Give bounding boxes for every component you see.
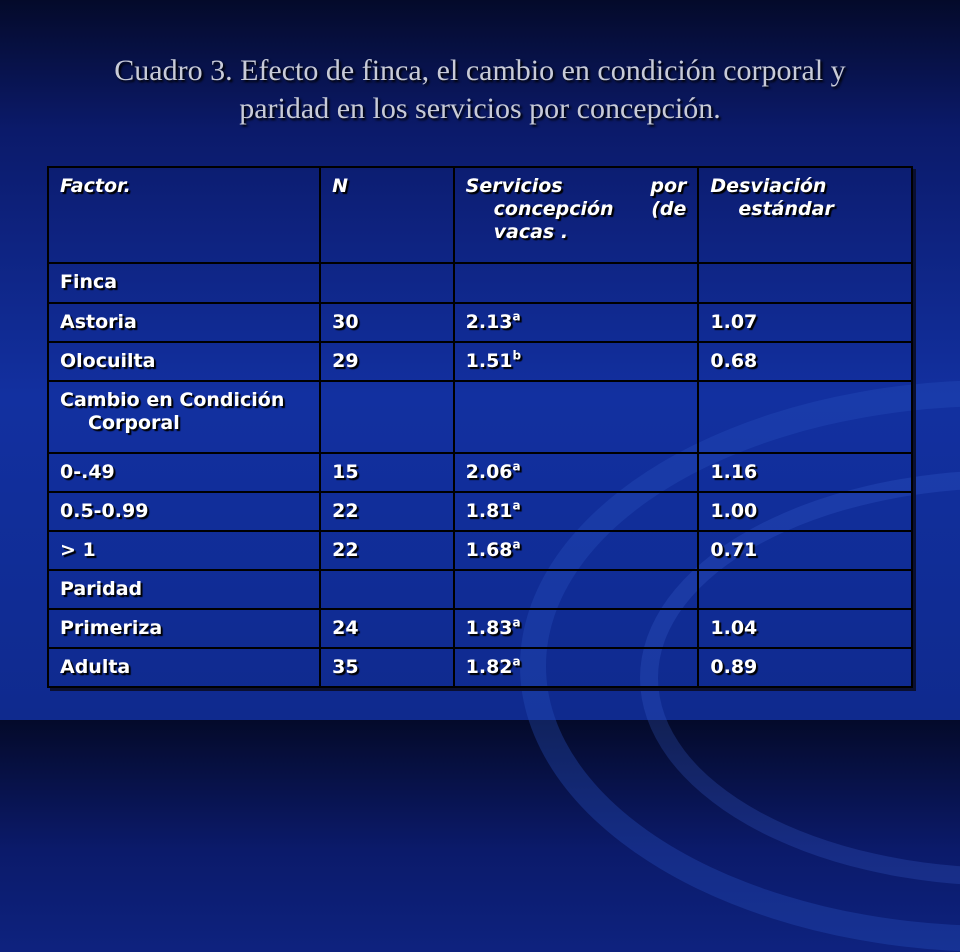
row-factor: > 1 (48, 531, 320, 570)
table-row (48, 342, 912, 381)
header-servicios (454, 167, 699, 263)
row-value (454, 263, 699, 303)
row-value: 2.13$^a$ (454, 303, 699, 342)
table-row (48, 303, 912, 342)
row-factor: Finca (48, 263, 320, 303)
table-row (48, 648, 912, 687)
header-desviacion-line1: Desviación (710, 175, 827, 197)
row-factor-line2: Corporal (88, 412, 180, 434)
header-servicios-word2: por (650, 175, 687, 197)
table-row (48, 609, 912, 648)
row-sd (698, 570, 912, 609)
header-servicios-line3: vacas . (493, 221, 569, 243)
row-factor-line1: Cambio en Condición (60, 389, 285, 411)
row-sd: 1.00 (698, 492, 912, 531)
row-factor: Astoria (48, 303, 320, 342)
header-desviacion (698, 167, 912, 263)
slide-title-line2: paridad en los servicios por concepción. (239, 92, 721, 125)
row-factor: Olocuilta (48, 342, 320, 381)
row-sd: 1.16 (698, 453, 912, 492)
row-value: 2.06$^a$ (454, 453, 699, 492)
row-factor: Adulta (48, 648, 320, 687)
row-n (320, 570, 453, 609)
row-sd: 0.68 (698, 342, 912, 381)
table-row (48, 453, 912, 492)
row-sd: 1.07 (698, 303, 912, 342)
table-row (48, 381, 912, 453)
table-row (48, 531, 912, 570)
row-value: 1.81$^a$ (454, 492, 699, 531)
row-value: 1.83$^a$ (454, 609, 699, 648)
row-n: 22 (320, 492, 453, 531)
table-header-row (48, 167, 912, 263)
row-value (454, 381, 699, 453)
slide-title (60, 52, 900, 128)
header-servicios-word1: Servicios (465, 175, 563, 197)
row-sd (698, 263, 912, 303)
table-row (48, 570, 912, 609)
row-n (320, 263, 453, 303)
header-servicios-word3: concepción (493, 198, 614, 220)
row-sd: 1.04 (698, 609, 912, 648)
row-factor: Paridad (48, 570, 320, 609)
row-n: 35 (320, 648, 453, 687)
row-factor: 0-.49 (48, 453, 320, 492)
row-value: 1.68$^a$ (454, 531, 699, 570)
results-table (47, 166, 913, 688)
row-n: 24 (320, 609, 453, 648)
row-value: 1.51$^b$ (454, 342, 699, 381)
row-factor: 0.5-0.99 (48, 492, 320, 531)
row-n (320, 381, 453, 453)
row-factor: Primeriza (48, 609, 320, 648)
row-sd: 0.71 (698, 531, 912, 570)
table-row (48, 263, 912, 303)
header-factor: Factor. (48, 167, 320, 263)
table-row (48, 492, 912, 531)
header-desviacion-line2: estándar (738, 198, 834, 220)
row-value (454, 570, 699, 609)
row-value: 1.82$^a$ (454, 648, 699, 687)
row-factor (48, 381, 320, 453)
header-n: N (320, 167, 453, 263)
row-sd: 0.89 (698, 648, 912, 687)
slide-title-line1: Cuadro 3. Efecto de finca, el cambio en condición corporal y (114, 54, 846, 87)
row-n: 30 (320, 303, 453, 342)
row-sd (698, 381, 912, 453)
row-n: 15 (320, 453, 453, 492)
row-n: 22 (320, 531, 453, 570)
row-n: 29 (320, 342, 453, 381)
header-servicios-word4: (de (651, 198, 687, 220)
